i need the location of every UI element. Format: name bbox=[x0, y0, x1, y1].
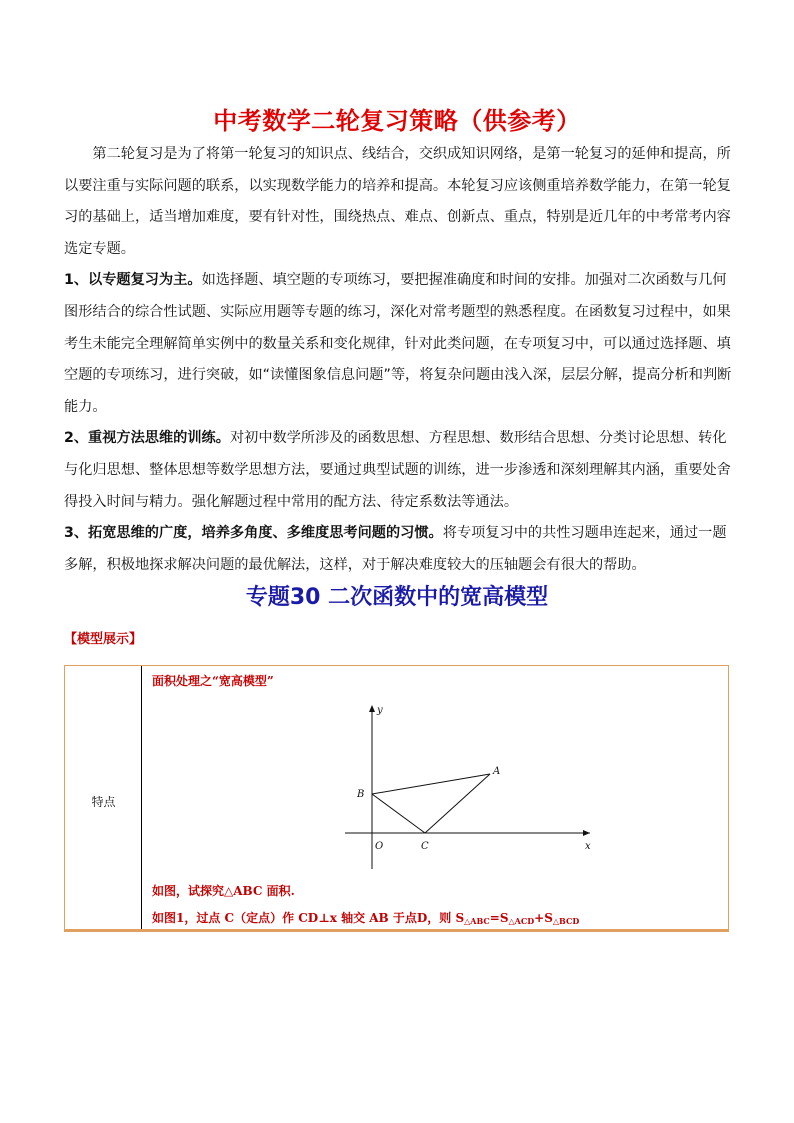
point-1 bbox=[64, 265, 732, 423]
x-axis-arrow bbox=[583, 830, 590, 836]
point-3 bbox=[64, 518, 732, 581]
point-2-lead: 2、重视方法思维的训练。 bbox=[64, 430, 230, 447]
intro-paragraph: 第二轮复习是为了将第一轮复习的知识点、线结合，交织成知识网络，是第一轮复习的延伸和提高，所以要注重与实际问题的联系，以实现数学能力的培养和提高。本轮复习应该侧重培养数学能力，在第一轮复习的基础上，适当增加难度，要有针对性，围绕热点、难点、创新点、重点，特别是近几年的中考常考内容选定专题。 bbox=[64, 146, 731, 257]
formula-prefix: 如图1，过点 C（定点）作 CD⊥x 轴交 AB 于点D，则 S bbox=[152, 911, 465, 925]
explore-text: 如图，试探究△ABC 面积. bbox=[152, 884, 295, 898]
formula-sub-bcd: △BCD bbox=[552, 916, 580, 926]
label-a: A bbox=[493, 766, 501, 777]
segment-ca bbox=[425, 774, 490, 833]
label-x: x bbox=[585, 841, 591, 852]
segment-bc bbox=[372, 794, 425, 833]
label-c: C bbox=[421, 841, 429, 852]
formula-sub-abc: △ABC bbox=[464, 916, 490, 926]
label-y: y bbox=[377, 705, 383, 716]
formula-plus: +S bbox=[534, 911, 553, 925]
section-tag: 【模型展示】 bbox=[64, 632, 143, 647]
segment-ab bbox=[372, 774, 490, 794]
label-b: B bbox=[357, 789, 365, 800]
topic-title: 专题30 二次函数中的宽高模型 bbox=[245, 585, 549, 610]
formula-sub-acd: △ACD bbox=[508, 916, 535, 926]
point-3-text: 将专项复习中的共性习题串连起来，通过一题多解，积极地探求解决问题的最优解法，这样，对于解决难度较大的压轴题会有很大的帮助。 bbox=[64, 525, 727, 573]
strategy-body bbox=[64, 139, 732, 581]
point-2 bbox=[64, 423, 732, 518]
table-left-cell bbox=[65, 666, 142, 929]
label-o: O bbox=[375, 841, 384, 852]
point-2-text: 对初中数学所涉及的函数思想、方程思想、数形结合思想、分类讨论思想、转化与化归思想、整体思想等数学思想方法，要通过典型试题的训练，进一步渗透和深刻理解其内涵，重要处舍得投入时间与精力。强化解题过程中常用的配方法、待定系数法等通法。 bbox=[64, 430, 731, 510]
model-heading: 面积处理之“宽高模型” bbox=[152, 674, 274, 688]
formula-eq: =S bbox=[489, 911, 509, 925]
model-table bbox=[64, 665, 729, 932]
table-left-label: 特点 bbox=[91, 795, 116, 809]
point-3-lead: 3、拓宽思维的广度，培养多角度、多维度思考问题的习惯。 bbox=[64, 525, 443, 542]
page-title: 中考数学二轮复习策略（供参考） bbox=[213, 107, 581, 135]
triangle-figure bbox=[335, 701, 605, 871]
area-formula bbox=[152, 909, 579, 926]
y-axis-arrow bbox=[369, 705, 375, 712]
point-1-lead: 1、以专题复习为主。 bbox=[64, 272, 202, 289]
point-1-text: 如选择题、填空题的专项练习，要把握准确度和时间的安排。加强对二次函数与几何图形结合的综合性试题、实际应用题等专题的练习，深化对常考题型的熟悉程度。在函数复习过程中，如果考生未能完全理解简单实例中的数量关系和变化规律，针对此类问题，在专项复习中，可以通过选择题、填空题的专项练习，进行突破，如“读懂图象信息问题”等，将复杂问题由浅入深，层层分解，提高分析和判断能力。 bbox=[64, 272, 732, 415]
